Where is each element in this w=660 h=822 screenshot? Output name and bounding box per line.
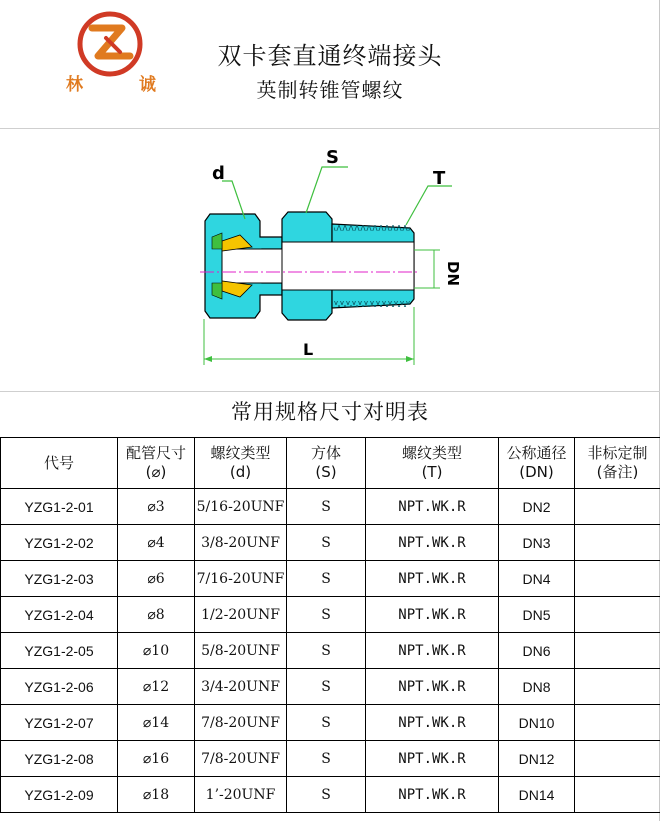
cell-thread-t: NPT.WK.R	[366, 777, 499, 813]
cell-code: YZG1-2-06	[1, 669, 118, 705]
cell-code: YZG1-2-01	[1, 489, 118, 525]
cell-nominal-dn: DN2	[499, 489, 575, 525]
technical-drawing	[0, 129, 660, 392]
cell-thread-t: NPT.WK.R	[366, 525, 499, 561]
cell-hex-s: S	[287, 741, 366, 777]
cell-hex-s: S	[287, 489, 366, 525]
header-sublabel: (T)	[421, 463, 443, 481]
cell-custom-note	[575, 777, 660, 813]
cell-code: YZG1-2-09	[1, 777, 118, 813]
cell-thread-d: 7/8-20UNF	[195, 705, 287, 741]
spec-table	[0, 437, 660, 813]
bore-large	[282, 242, 414, 290]
header-custom-note	[575, 438, 660, 489]
cell-hex-s: S	[287, 597, 366, 633]
cell-custom-note	[575, 489, 660, 525]
cell-hex-s: S	[287, 525, 366, 561]
cell-nominal-dn: DN10	[499, 705, 575, 741]
header-nominal-dn	[499, 438, 575, 489]
cell-pipe-size: ⌀14	[118, 705, 195, 741]
header-label: 代号	[43, 453, 74, 472]
table-row	[1, 489, 660, 525]
cell-nominal-dn: DN5	[499, 597, 575, 633]
thread-bottom	[334, 301, 410, 307]
table-row	[1, 669, 660, 705]
header-label: 螺纹类型	[210, 444, 271, 462]
cell-custom-note	[575, 633, 660, 669]
header-thread-d	[195, 438, 287, 489]
cell-nominal-dn: DN8	[499, 669, 575, 705]
leader-s	[306, 167, 348, 213]
cell-hex-s: S	[287, 669, 366, 705]
header-code	[1, 438, 118, 489]
cell-thread-d: 7/8-20UNF	[195, 741, 287, 777]
cell-nominal-dn: DN12	[499, 741, 575, 777]
cell-custom-note	[575, 561, 660, 597]
header	[0, 0, 660, 129]
header-sublabel: (⌀)	[145, 463, 167, 481]
header-sublabel: (备注)	[596, 463, 639, 481]
thread-top	[334, 225, 410, 231]
cell-pipe-size: ⌀3	[118, 489, 195, 525]
table-title: 常用规格尺寸对明表	[231, 400, 429, 424]
header-sublabel: (DN)	[519, 463, 554, 481]
cell-code: YZG1-2-07	[1, 705, 118, 741]
table-row	[1, 705, 660, 741]
table-row	[1, 525, 660, 561]
cell-pipe-size: ⌀8	[118, 597, 195, 633]
header-sublabel: (S)	[315, 463, 337, 481]
cell-thread-t: NPT.WK.R	[366, 741, 499, 777]
cell-code: YZG1-2-04	[1, 597, 118, 633]
table-row	[1, 561, 660, 597]
cell-custom-note	[575, 705, 660, 741]
header-sublabel: (d)	[229, 463, 252, 481]
cell-hex-s: S	[287, 633, 366, 669]
cell-thread-d: 1’-20UNF	[195, 777, 287, 813]
header-pipe-size	[118, 438, 195, 489]
leader-d	[222, 181, 245, 219]
cell-thread-d: 3/8-20UNF	[195, 525, 287, 561]
cell-hex-s: S	[287, 777, 366, 813]
header-hex-s	[287, 438, 366, 489]
table-row	[1, 597, 660, 633]
label-s: S	[326, 147, 339, 168]
header-thread-t	[366, 438, 499, 489]
cell-nominal-dn: DN14	[499, 777, 575, 813]
cell-thread-d: 5/8-20UNF	[195, 633, 287, 669]
table-header-row	[1, 438, 660, 489]
cell-custom-note	[575, 597, 660, 633]
cell-thread-d: 1/2-20UNF	[195, 597, 287, 633]
header-label: 配管尺寸	[125, 444, 186, 462]
cell-thread-t: NPT.WK.R	[366, 597, 499, 633]
cell-code: YZG1-2-05	[1, 633, 118, 669]
header-label: 方体	[310, 444, 341, 462]
cell-thread-t: NPT.WK.R	[366, 489, 499, 525]
cell-pipe-size: ⌀16	[118, 741, 195, 777]
cell-nominal-dn: DN6	[499, 633, 575, 669]
cell-pipe-size: ⌀6	[118, 561, 195, 597]
page-title: 双卡套直通终端接头	[217, 42, 443, 70]
cell-hex-s: S	[287, 705, 366, 741]
cell-code: YZG1-2-08	[1, 741, 118, 777]
page-subtitle: 英制转锥管螺纹	[256, 78, 404, 102]
cell-pipe-size: ⌀12	[118, 669, 195, 705]
table-row	[1, 741, 660, 777]
cell-thread-d: 7/16-20UNF	[195, 561, 287, 597]
logo-char-1: 林	[66, 75, 83, 95]
header-label: 公称通径	[506, 444, 567, 462]
cell-thread-d: 3/4-20UNF	[195, 669, 287, 705]
logo-text	[66, 70, 156, 95]
cell-custom-note	[575, 669, 660, 705]
cell-custom-note	[575, 525, 660, 561]
cell-pipe-size: ⌀10	[118, 633, 195, 669]
cell-custom-note	[575, 741, 660, 777]
label-l: L	[303, 340, 314, 359]
logo-char-2: 诚	[139, 75, 156, 95]
fitting-drawing	[0, 129, 660, 391]
cell-code: YZG1-2-03	[1, 561, 118, 597]
cell-nominal-dn: DN3	[499, 525, 575, 561]
label-d: d	[212, 163, 225, 184]
leader-t	[406, 186, 452, 225]
cell-nominal-dn: DN4	[499, 561, 575, 597]
header-label: 螺纹类型	[401, 444, 462, 462]
cell-thread-t: NPT.WK.R	[366, 669, 499, 705]
cell-thread-t: NPT.WK.R	[366, 561, 499, 597]
cell-pipe-size: ⌀4	[118, 525, 195, 561]
cell-pipe-size: ⌀18	[118, 777, 195, 813]
table-row	[1, 777, 660, 813]
cell-thread-t: NPT.WK.R	[366, 633, 499, 669]
cell-thread-t: NPT.WK.R	[366, 705, 499, 741]
cell-thread-d: 5/16-20UNF	[195, 489, 287, 525]
table-row	[1, 633, 660, 669]
cell-hex-s: S	[287, 561, 366, 597]
label-dn: DN	[444, 261, 462, 287]
header-label: 非标定制	[587, 444, 648, 462]
cell-code: YZG1-2-02	[1, 525, 118, 561]
table-body	[1, 489, 660, 813]
label-t: T	[433, 168, 446, 189]
